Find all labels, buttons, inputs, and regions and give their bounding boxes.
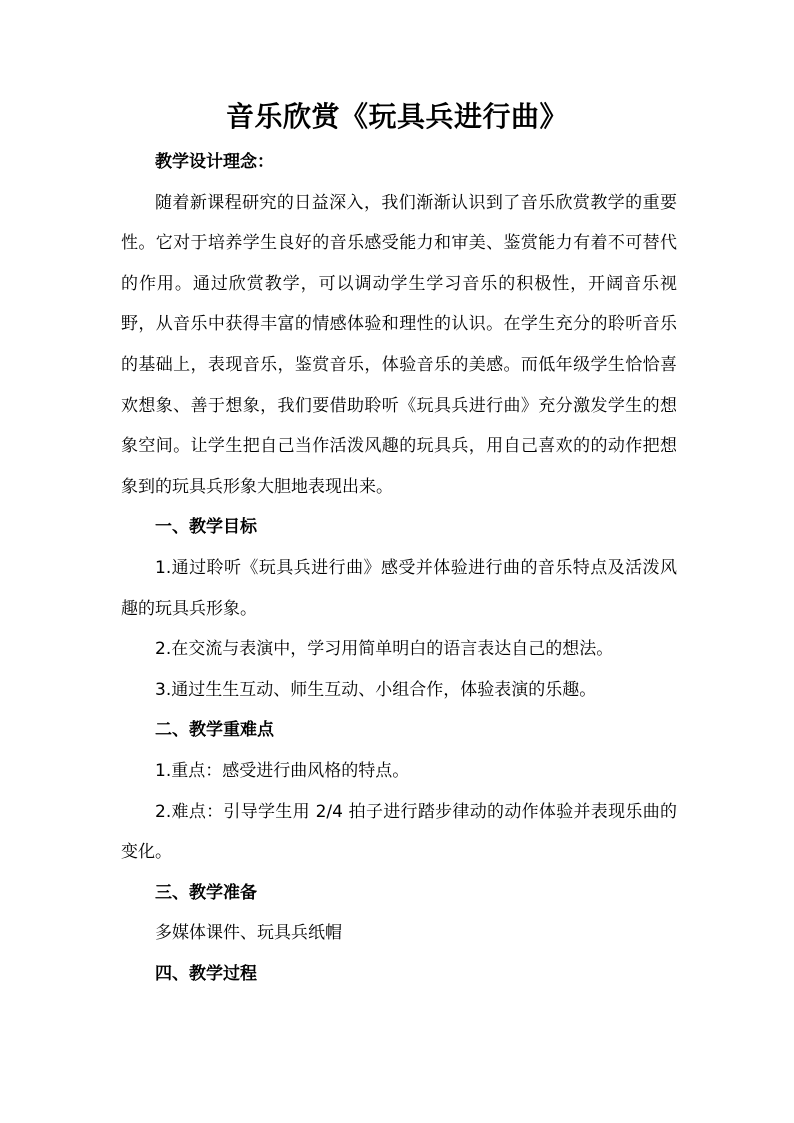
preparation-text: 多媒体课件、玩具兵纸帽 <box>155 923 342 944</box>
key-point-item-2: 2.难点：引导学生用 2/4 拍子进行踏步律动的动作体验并表现乐曲的变化。 <box>121 801 677 863</box>
objective-item-2: 2.在交流与表演中，学习用简单明白的语言表达自己的想法。 <box>155 639 614 660</box>
document-body <box>121 142 677 994</box>
section-heading-objectives: 一、教学目标 <box>155 517 257 538</box>
document-title: 音乐欣赏《玩具兵进行曲》 <box>225 100 568 133</box>
key-point-item-1: 1.重点：感受进行曲风格的特点。 <box>155 760 410 781</box>
section-heading-design-concept: 教学设计理念： <box>155 152 274 172</box>
objective-item-1: 1.通过聆听《玩具兵进行曲》感受并体验进行曲的音乐特点及活泼风趣的玩具兵形象。 <box>121 557 677 619</box>
objective-item-3: 3.通过生生互动、师生互动、小组合作，体验表演的乐趣。 <box>155 679 597 700</box>
section-heading-process: 四、教学过程 <box>155 963 257 984</box>
section-heading-preparation: 三、教学准备 <box>155 882 257 903</box>
section-heading-key-points: 二、教学重难点 <box>155 720 274 741</box>
paragraph-design-concept: 随着新课程研究的日益深入，我们渐渐认识到了音乐欣赏教学的重要性。它对于培养学生良好的音乐感受能力和审美、鉴赏能力有着不可替代的作用。通过欣赏教学，可以调动学生学习音乐的积极性，开阔音乐视野，从音乐中获得丰富的情感体验和理性的认识。在学生充分的聆听音乐的基础上，表现音乐，鉴赏音乐，体验音乐的美感。而低年级学生恰恰喜欢想象、善于想象，我们要借助聆听《玩具兵进行曲》充分激发学生的想象空间。让学生把自己当作活泼风趣的玩具兵，用自己喜欢的的动作把想象到的玩具兵形象大胆地表现出来。 <box>121 192 677 497</box>
